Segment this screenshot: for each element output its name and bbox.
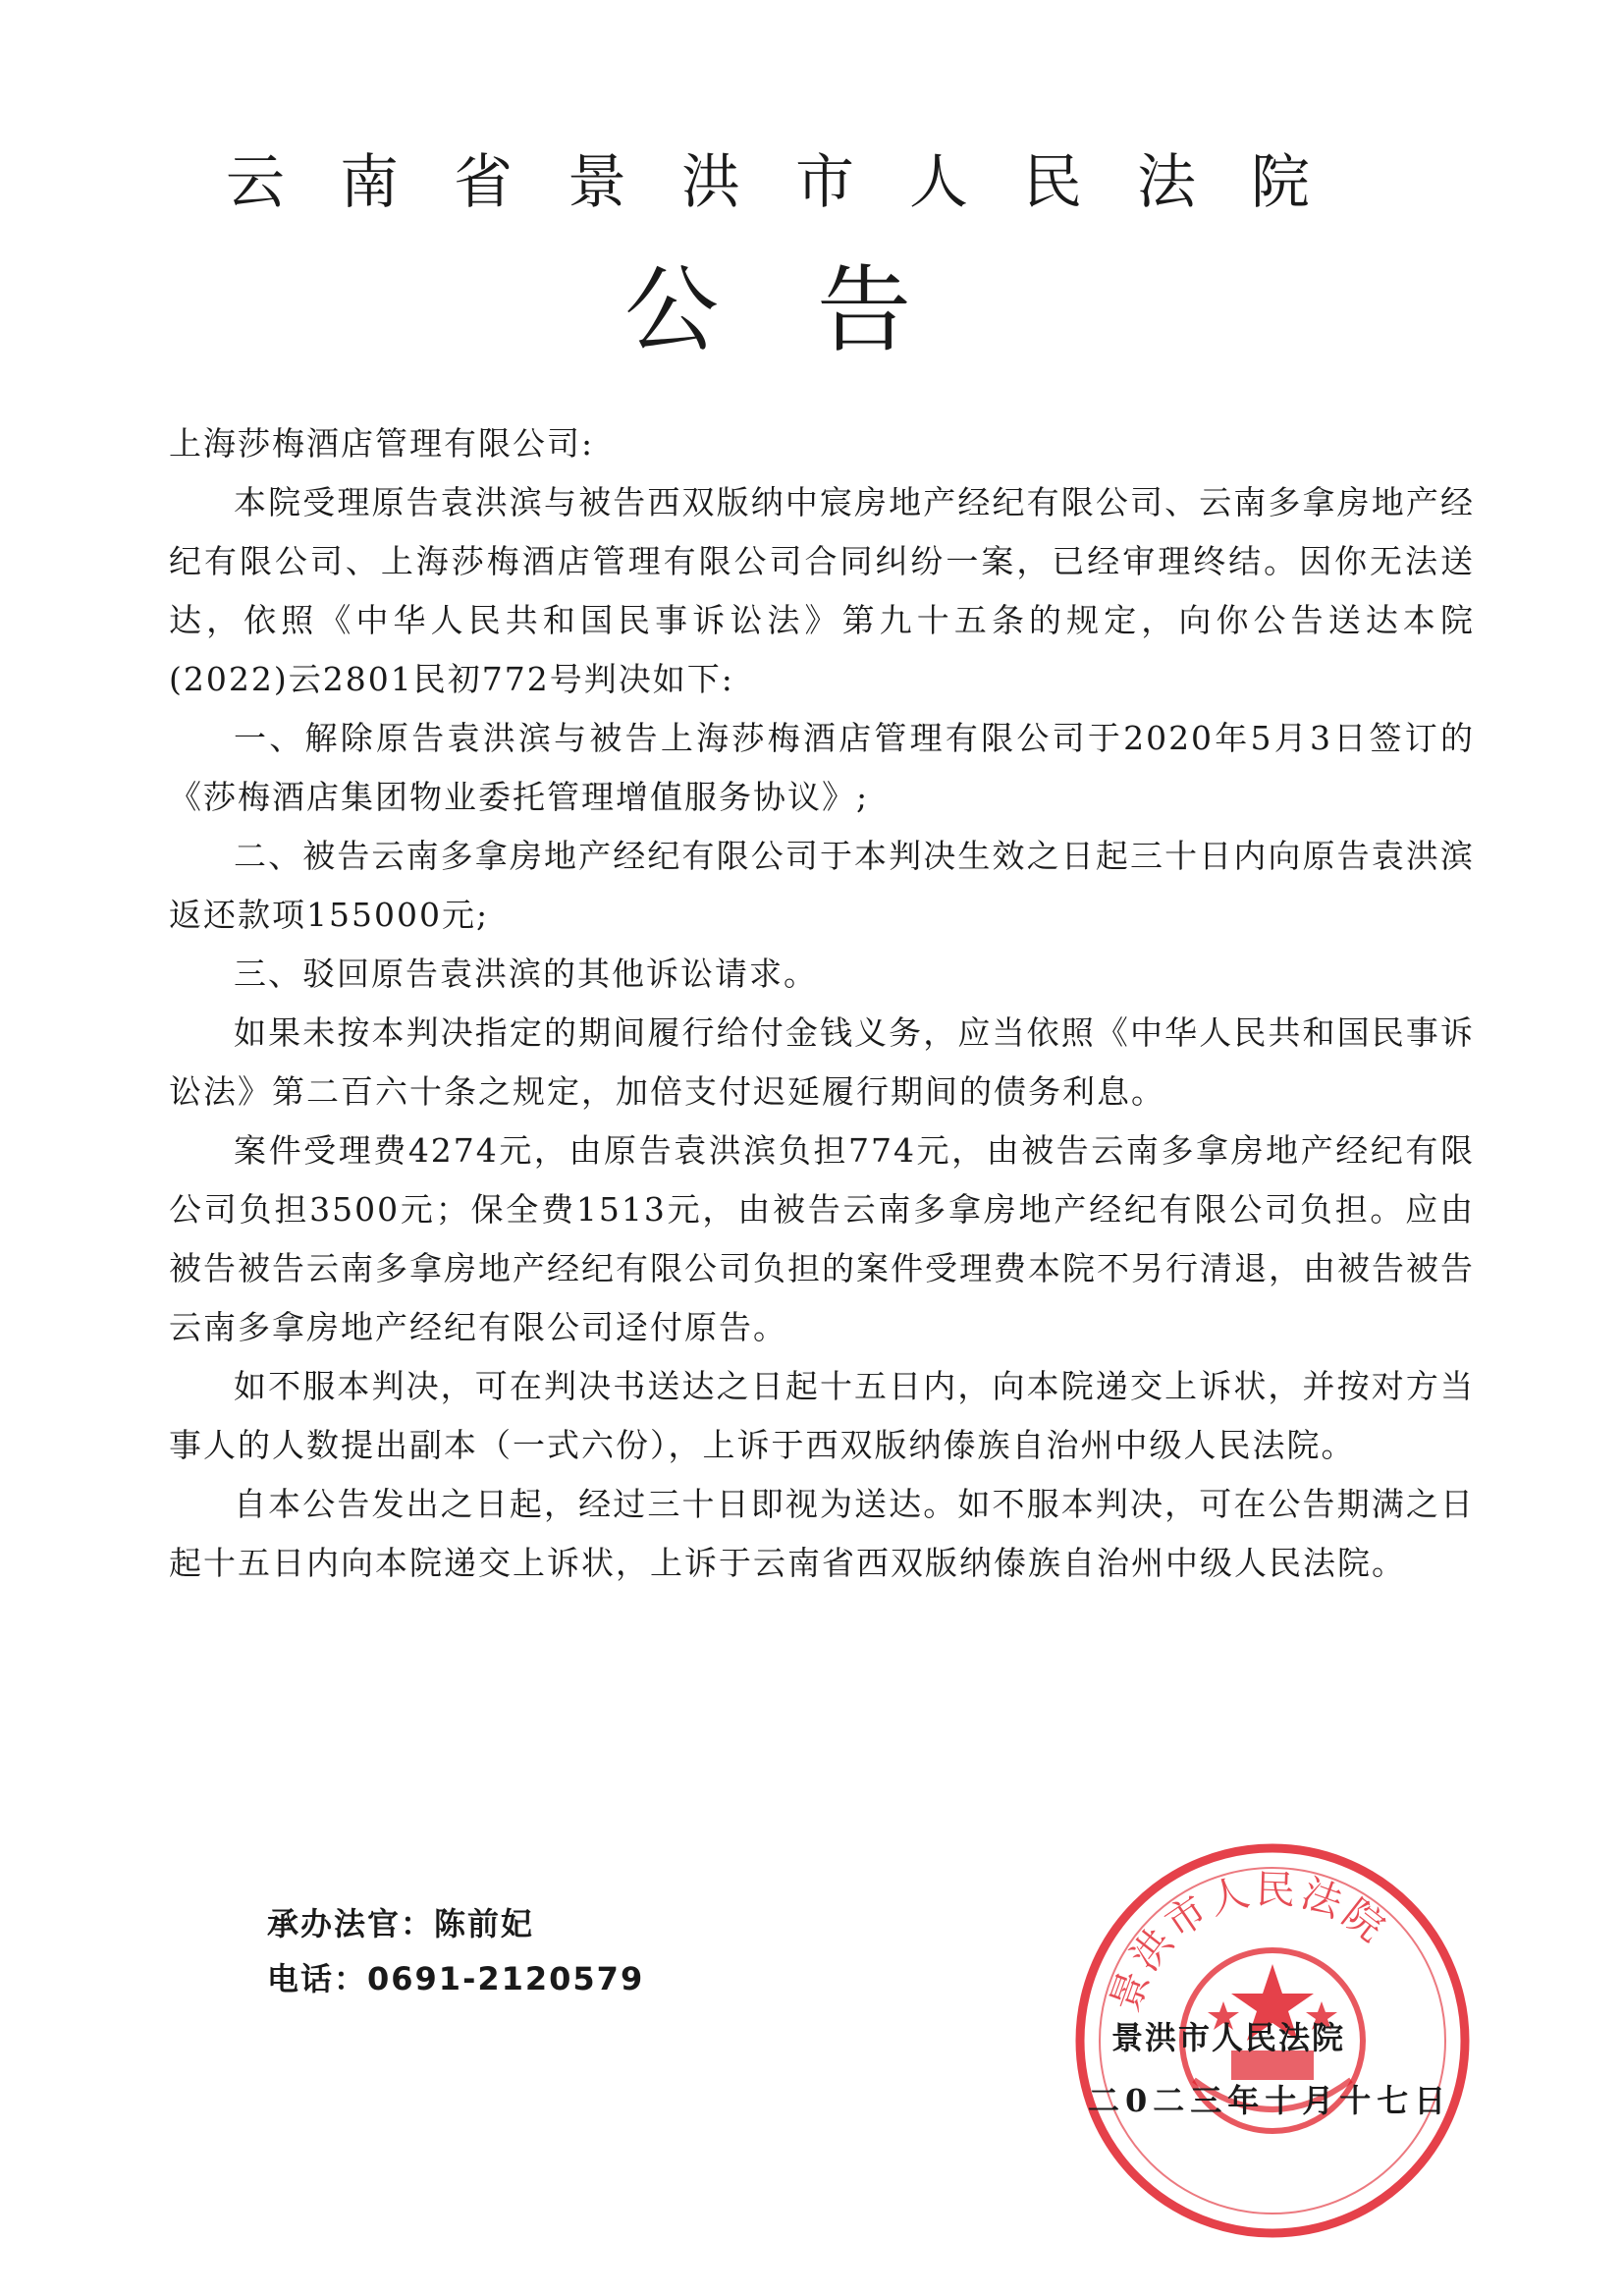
judgment-item: 一、解除原告袁洪滨与被告上海莎梅酒店管理有限公司于2020年5月3日签订的《莎梅酒店集团物业委托管理增值服务协议》;	[169, 719, 1475, 816]
court-name-heading: 云南省景洪市人民法院	[226, 148, 1365, 217]
judge-name: 承办法官：陈前妃	[267, 1905, 535, 1942]
document-type-heading: 公告	[624, 255, 1009, 365]
body-paragraph: 如果未按本判决指定的期间履行给付金钱义务，应当依照《中华人民共和国民事诉讼法》第二百六十条之规定，加倍支付迟延履行期间的债务利息。	[169, 1013, 1475, 1111]
body-paragraph: 本院受理原告袁洪滨与被告西双版纳中宸房地产经纪有限公司、云南多拿房地产经纪有限公司、上海莎梅酒店管理有限公司合同纠纷一案，已经审理终结。因你无法送达，依照《中华人民共和国民事诉讼法》第九十五条的规定，向你公告送达本院(2022)云2801民初772号判决如下:	[169, 483, 1475, 698]
body-paragraph: 自本公告发出之日起，经过三十日即视为送达。如不服本判决，可在公告期满之日起十五日内向本院递交上诉状，上诉于云南省西双版纳傣族自治州中级人民法院。	[169, 1485, 1475, 1582]
seal-text: 景洪市人民法院	[1102, 1867, 1396, 2018]
announcement-body	[169, 414, 1475, 1593]
body-paragraph: 案件受理费4274元，由原告袁洪滨负担774元，由被告云南多拿房地产经纪有限公司负担3500元；保全费1513元，由被告云南多拿房地产经纪有限公司负担。应由被告被告云南多拿房地产经纪有限公司负担的案件受理费本院不另行清退，由被告被告云南多拿房地产经纪有限公司迳付原告。	[169, 1131, 1475, 1346]
body-paragraph: 如不服本判决，可在判决书送达之日起十五日内，向本院递交上诉状，并按对方当事人的人数提出副本（一式六份），上诉于西双版纳傣族自治州中级人民法院。	[169, 1367, 1475, 1464]
judgment-item: 三、驳回原告袁洪滨的其他诉讼请求。	[234, 955, 818, 993]
issue-date: 二0二三年十月十七日	[1088, 2082, 1452, 2119]
judgment-item: 二、被告云南多拿房地产经纪有限公司于本判决生效之日起三十日内向原告袁洪滨返还款项155000元;	[169, 837, 1475, 934]
addressee: 上海莎梅酒店管理有限公司:	[169, 424, 595, 463]
contact-phone: 电话：0691-2120579	[267, 1960, 645, 1997]
issuing-court: 景洪市人民法院	[1111, 2019, 1346, 2056]
